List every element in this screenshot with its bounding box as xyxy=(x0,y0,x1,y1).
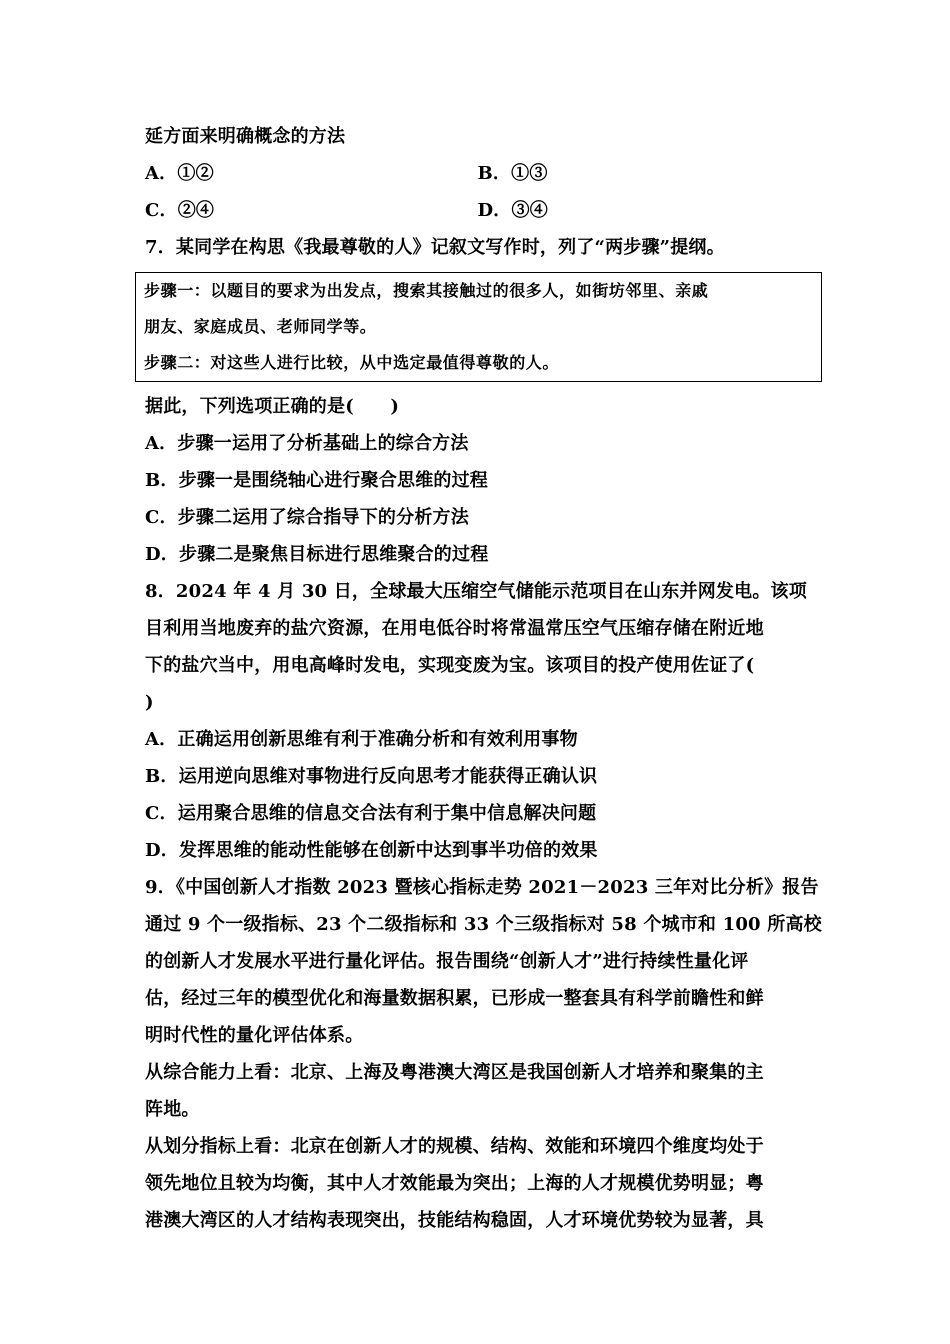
q6-option-d: D．③④ xyxy=(477,200,548,221)
q8-line-2: 目利用当地废弃的盐穴资源，在用电低谷时将常温常压空气压缩存储在附近地 xyxy=(145,618,764,639)
q9-line-9: 领先地位且较为均衡，其中人才效能最为突出；上海的人才规模优势明显；粤 xyxy=(145,1173,764,1194)
q7-option-a: A．步骤一运用了分析基础上的综合方法 xyxy=(145,433,469,454)
document-page xyxy=(144,118,822,1239)
q8-line-1: 8．2024 年 4 月 30 日，全球最大压缩空气储能示范项目在山东并网发电。该项 xyxy=(145,581,807,602)
q8-line-3: 下的盐穴当中，用电高峰时发电，实现变废为宝。该项目的投产使用佐证了( xyxy=(145,655,755,676)
q6-options-row-1 xyxy=(145,155,810,192)
q7-question: 据此，下列选项正确的是( ) xyxy=(145,396,400,417)
q9-line-8: 从划分指标上看：北京在创新人才的规模、结构、效能和环境四个维度均处于 xyxy=(145,1136,764,1157)
q7-box-line-2: 朋友、家庭成员、老师同学等。 xyxy=(144,317,377,336)
q7-box-line-3: 步骤二：对这些人进行比较，从中选定最值得尊敬的人。 xyxy=(144,353,560,372)
q7-option-c: C．步骤二运用了综合指导下的分析方法 xyxy=(145,507,469,528)
q9-line-7: 阵地。 xyxy=(145,1099,200,1120)
q7-outline-box xyxy=(135,272,822,382)
q6-option-b: B．①③ xyxy=(477,163,548,184)
q7-option-d: D．步骤二是聚焦目标进行思维聚合的过程 xyxy=(145,544,489,565)
q9-line-1: 9．《中国创新人才指数 2023 暨核心指标走势 2021－2023 三年对比分析》报告 xyxy=(145,877,819,898)
q8-option-c: C．运用聚合思维的信息交合法有利于集中信息解决问题 xyxy=(145,803,597,824)
q7-box-line-1: 步骤一：以题目的要求为出发点，搜索其接触过的很多人，如街坊邻里、亲戚 xyxy=(144,281,709,300)
q7-option-b: B．步骤一是围绕轴心进行聚合思维的过程 xyxy=(145,470,489,491)
q6-option-a: A．①② xyxy=(145,163,214,184)
q7-stem: 7．某同学在构思《我最尊敬的人》记叙文写作时，列了“两步骤”提纲。 xyxy=(145,237,725,258)
q9-line-10: 港澳大湾区的人才结构表现突出，技能结构稳固，人才环境优势较为显著，具 xyxy=(145,1210,764,1231)
q9-line-4: 估，经过三年的模型优化和海量数据积累，已形成一整套具有科学前瞻性和鲜 xyxy=(145,988,764,1009)
q8-option-a: A．正确运用创新思维有利于准确分析和有效利用事物 xyxy=(145,729,578,750)
q8-option-d: D．发挥思维的能动性能够在创新中达到事半功倍的效果 xyxy=(145,840,598,861)
q8-option-b: B．运用逆向思维对事物进行反向思考才能获得正确认识 xyxy=(145,766,598,787)
q6-option-c: C．②④ xyxy=(145,200,215,221)
q6-options-row-2 xyxy=(145,192,810,229)
q9-line-5: 明时代性的量化评估体系。 xyxy=(145,1025,364,1046)
q9-line-6: 从综合能力上看：北京、上海及粤港澳大湾区是我国创新人才培养和聚集的主 xyxy=(145,1062,764,1083)
text-line: 延方面来明确概念的方法 xyxy=(145,126,346,147)
q8-line-4: ) xyxy=(145,692,154,713)
q9-line-2: 通过 9 个一级指标、23 个二级指标和 33 个三级指标对 58 个城市和 100 所高校 xyxy=(145,914,822,935)
q9-line-3: 的创新人才发展水平进行量化评估。报告围绕“创新人才”进行持续性量化评 xyxy=(145,951,749,972)
